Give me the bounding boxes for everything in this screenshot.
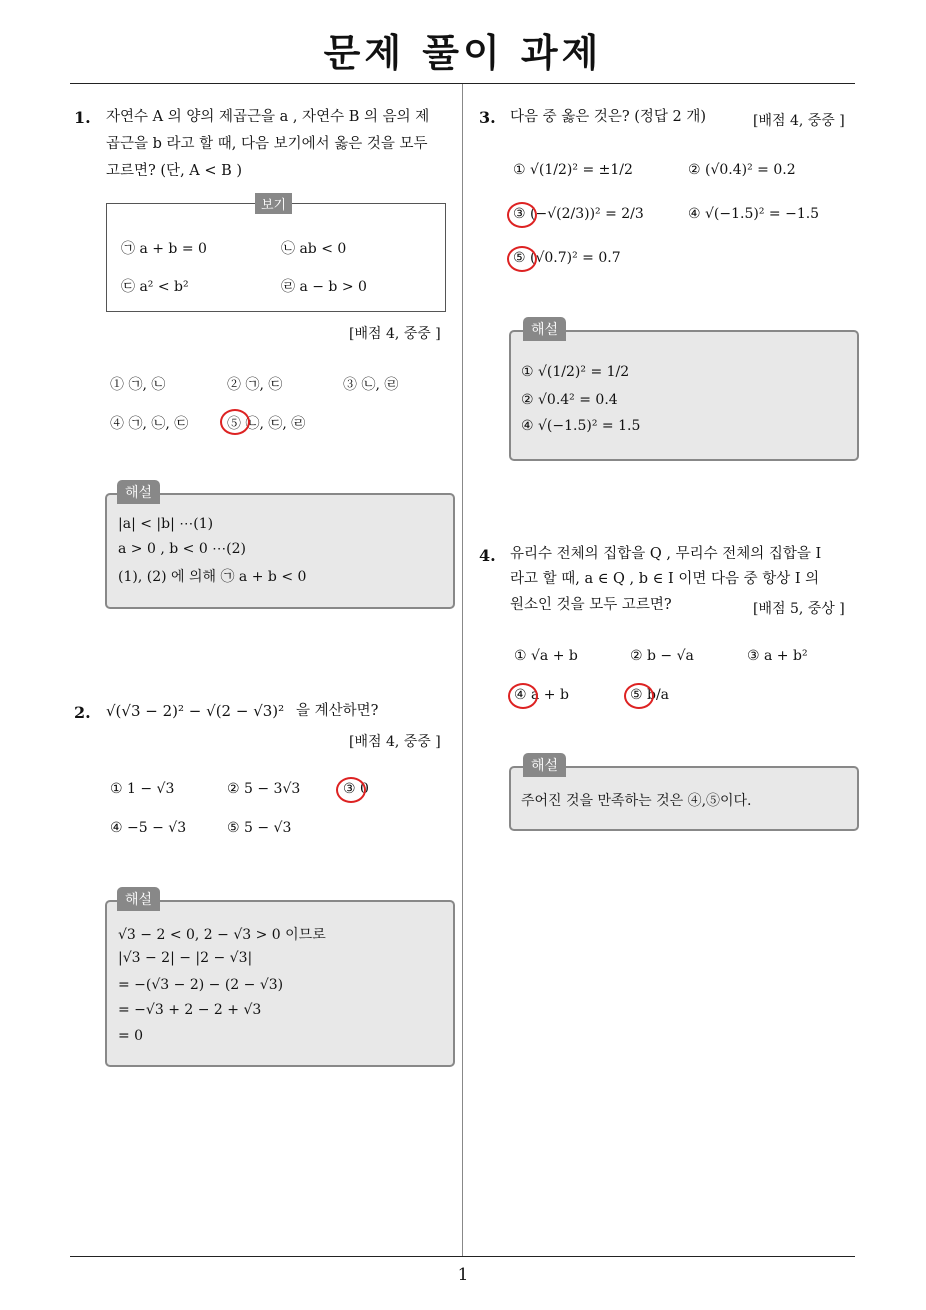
q3-solution-label: 해설 xyxy=(523,317,566,341)
q1-option-5[interactable]: ⑤ ㉡, ㉢, ㉣ xyxy=(227,416,306,432)
q2-option-5[interactable]: ⑤ 5 − √3 xyxy=(227,820,292,836)
q4-number: 4. xyxy=(479,546,496,565)
q1-score: [배점 4, 중중 ] xyxy=(349,326,441,342)
q2-solution-line-2: |√3 − 2| − |2 − √3| xyxy=(118,950,253,966)
q2-option-2[interactable]: ② 5 − 3√3 xyxy=(227,781,301,797)
q1-option-3[interactable]: ③ ㉡, ㉣ xyxy=(343,377,399,393)
q1-solution-line-2: a > 0 , b < 0 ⋯(2) xyxy=(118,541,247,557)
q1-bogi-item-1: ㉠ a + b = 0 xyxy=(121,241,207,257)
q3-text: 다음 중 옳은 것은? (정답 2 개) xyxy=(510,109,707,125)
q2-solution-line-3: = −(√3 − 2) − (2 − √3) xyxy=(118,977,284,993)
q3-option-4[interactable]: ④ √(−1.5)² = −1.5 xyxy=(688,206,820,222)
q3-answer-circle-3 xyxy=(507,202,537,228)
q1-bogi-label: 보기 xyxy=(255,193,292,214)
q1-option-2[interactable]: ② ㉠, ㉢ xyxy=(227,377,283,393)
q2-score: [배점 4, 중중 ] xyxy=(349,734,441,750)
q3-solution-line-1: ① √(1/2)² = 1/2 xyxy=(521,364,630,380)
q4-option-2[interactable]: ② b − √a xyxy=(630,648,694,664)
q1-text-line2: 곱근을 b 라고 할 때, 다음 보기에서 옳은 것을 모두 xyxy=(106,136,428,152)
q1-bogi-item-3: ㉢ a² < b² xyxy=(121,279,189,295)
page-title: 문제 풀이 과제 xyxy=(323,31,603,75)
column-divider xyxy=(462,84,463,1256)
q2-text: 을 계산하면? xyxy=(296,703,379,719)
q1-option-1[interactable]: ① ㉠, ㉡ xyxy=(110,377,166,393)
q4-option-3[interactable]: ③ a + b² xyxy=(747,648,808,664)
q1-text-line3: 고르면? (단, A < B ) xyxy=(106,163,243,179)
q1-solution-label: 해설 xyxy=(117,480,160,504)
footer-rule xyxy=(70,1256,855,1257)
q2-solution-line-1: √3 − 2 < 0, 2 − √3 > 0 이므로 xyxy=(118,927,326,943)
q2-solution-line-4: = −√3 + 2 − 2 + √3 xyxy=(118,1002,262,1018)
q1-bogi-item-2: ㉡ ab < 0 xyxy=(281,241,347,257)
q4-text-line3: 원소인 것을 모두 고르면? xyxy=(510,597,672,613)
q3-answer-circle-5 xyxy=(507,246,537,272)
q4-solution-label: 해설 xyxy=(523,753,566,777)
q4-answer-circle-5 xyxy=(624,683,654,709)
q2-option-1[interactable]: ① 1 − √3 xyxy=(110,781,175,797)
q2-answer-circle xyxy=(336,777,366,803)
q4-option-4[interactable]: ④ a + b xyxy=(514,687,569,703)
q4-answer-circle-4 xyxy=(508,683,538,709)
q4-solution-line-1: 주어진 것을 만족하는 것은 ④,⑤이다. xyxy=(521,793,752,809)
page-number: 1 xyxy=(457,1265,469,1285)
q4-score: [배점 5, 중상 ] xyxy=(753,601,845,617)
q2-number: 2. xyxy=(74,703,91,722)
q3-solution-line-2: ② √0.4² = 0.4 xyxy=(521,392,618,408)
q2-solution-label: 해설 xyxy=(117,887,160,911)
q1-solution-line-1: |a| < |b| ⋯(1) xyxy=(118,516,214,532)
q4-text-line2: 라고 할 때, a ∈ Q , b ∈ I 이면 다음 중 항상 I 의 xyxy=(510,571,820,587)
q3-number: 3. xyxy=(479,108,496,127)
q3-option-2[interactable]: ② (√0.4)² = 0.2 xyxy=(688,162,796,178)
q1-option-4[interactable]: ④ ㉠, ㉡, ㉢ xyxy=(110,416,189,432)
q3-option-3[interactable]: ③ (−√(2/3))² = 2/3 xyxy=(513,206,644,222)
q2-solution-line-5: = 0 xyxy=(118,1028,144,1044)
q3-solution-line-3: ④ √(−1.5)² = 1.5 xyxy=(521,418,641,434)
q1-solution-line-3: (1), (2) 에 의해 ㉠ a + b < 0 xyxy=(118,569,307,585)
q3-score: [배점 4, 중중 ] xyxy=(753,113,845,129)
q1-bogi-item-4: ㉣ a − b > 0 xyxy=(281,279,367,295)
q1-answer-circle xyxy=(220,409,250,435)
q4-option-5[interactable]: ⑤ b/a xyxy=(630,687,670,703)
q4-option-1[interactable]: ① √a + b xyxy=(514,648,578,664)
q1-number: 1. xyxy=(74,108,91,127)
q1-text-line1: 자연수 A 의 양의 제곱근을 a , 자연수 B 의 음의 제 xyxy=(106,109,430,125)
q3-option-1[interactable]: ① √(1/2)² = ±1/2 xyxy=(513,162,633,178)
q2-option-3[interactable]: ③ 0 xyxy=(343,781,369,797)
q2-expression: √(√3 − 2)² − √(2 − √3)² xyxy=(106,702,285,720)
q3-option-5[interactable]: ⑤ (√0.7)² = 0.7 xyxy=(513,250,621,266)
q4-text-line1: 유리수 전체의 집합을 Q , 무리수 전체의 집합을 I xyxy=(510,546,822,562)
q2-option-4[interactable]: ④ −5 − √3 xyxy=(110,820,187,836)
